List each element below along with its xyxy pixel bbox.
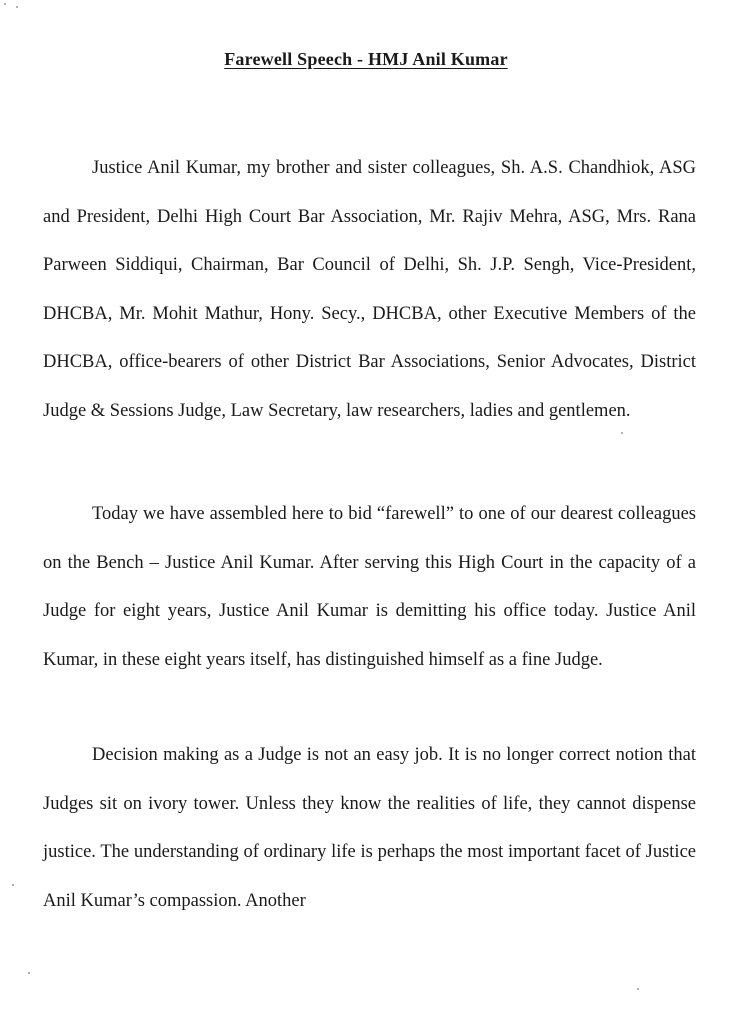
scan-speck <box>16 6 18 8</box>
scan-speck <box>28 972 30 974</box>
paragraph-farewell-intro: Today we have assembled here to bid “farewell” to one of our dearest colleagues on the Bench – Justice Anil Kumar. After serving this High Court in the capacity of a Judge for eight years, Justice Anil Kumar is demitting his office today. Justice Anil Kumar, in these eight years itself, has distinguished himself as a fine Judge. <box>43 504 696 670</box>
paragraph-decision-making: Decision making as a Judge is not an easy job. It is no longer correct notion that Judges sit on ivory tower. Unless they know the realities of life, they cannot dispense justice. The understanding of ordinary life is perhaps the most important facet of Justice Anil Kumar’s compassion. Another <box>43 745 696 911</box>
document-title: Farewell Speech - HMJ Anil Kumar <box>224 49 508 69</box>
scan-speck <box>637 988 639 990</box>
scan-speck <box>12 884 14 886</box>
scan-speck <box>4 3 6 5</box>
scan-speck <box>621 432 623 434</box>
paragraph-salutation: Justice Anil Kumar, my brother and sister colleagues, Sh. A.S. Chandhiok, ASG and President, Delhi High Court Bar Association, Mr. Rajiv Mehra, ASG, Mrs. Rana Parween Siddiqui, Chairman, Bar Council of Delhi, Sh. J.P. Sengh, Vice-President, DHCBA, Mr. Mohit Mathur, Hony. Secy., DHCBA, other Executive Members of the DHCBA, office-bearers of other District Bar Associations, Senior Advocates, District Judge & Sessions Judge, Law Secretary, law researchers, ladies and gentlemen. <box>43 158 696 421</box>
